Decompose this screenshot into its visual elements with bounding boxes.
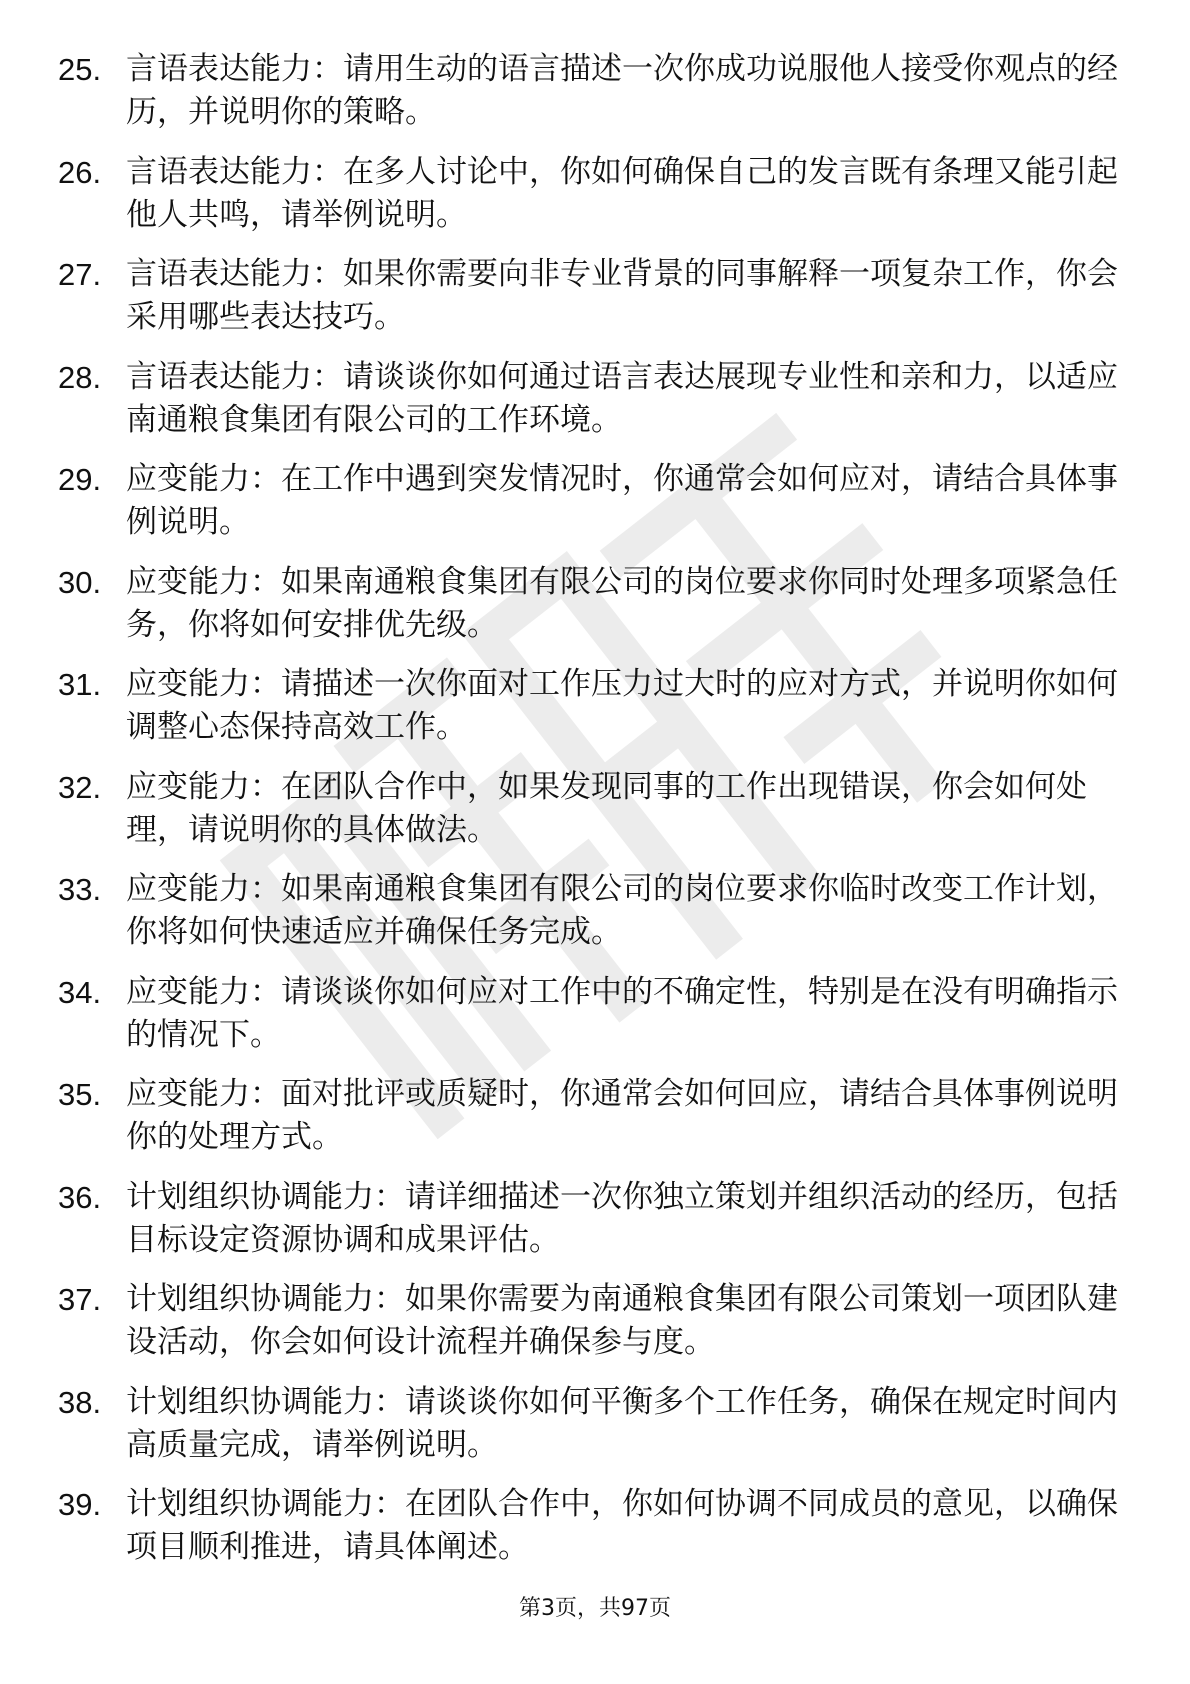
question-item — [58, 1278, 1120, 1364]
question-number: 26. — [58, 154, 102, 190]
question-text: 应变能力：请谈谈你如何应对工作中的不确定性，特别是在没有明确指示的情况下。 — [126, 973, 1118, 1053]
question-text: 应变能力：在团队合作中，如果发现同事的工作出现错误，你会如何处理，请说明你的具体做法。 — [126, 768, 1087, 848]
question-number: 29. — [58, 462, 102, 497]
question-item — [58, 868, 1120, 954]
question-text: 应变能力：如果南通粮食集团有限公司的岗位要求你同时处理多项紧急任务，你将如何安排优先级。 — [126, 563, 1118, 643]
question-item — [58, 356, 1120, 442]
question-number: 28. — [58, 359, 102, 395]
question-item — [58, 151, 1120, 237]
question-item — [58, 1483, 1120, 1569]
question-text: 计划组织协调能力：在团队合作中，你如何协调不同成员的意见，以确保项目顺利推进，请具体阐述。 — [126, 1486, 1118, 1565]
question-number: 33. — [58, 872, 102, 907]
question-number: 30. — [58, 564, 102, 600]
question-text: 言语表达能力：请用生动的语言描述一次你成功说服他人接受你观点的经历，并说明你的策略。 — [126, 51, 1118, 130]
question-number: 31. — [58, 667, 102, 702]
page-number-footer: 第3页，共97页 — [519, 1596, 671, 1621]
question-item — [58, 253, 1120, 339]
question-item — [58, 458, 1120, 544]
question-text: 言语表达能力：如果你需要向非专业背景的同事解释一项复杂工作，你会采用哪些表达技巧。 — [126, 256, 1118, 335]
question-text: 言语表达能力：在多人讨论中，你如何确保自己的发言既有条理又能引起他人共鸣，请举例说明。 — [126, 153, 1118, 233]
question-item — [58, 1381, 1120, 1467]
question-item — [58, 1176, 1120, 1262]
question-number: 36. — [58, 1179, 102, 1215]
question-number: 25. — [58, 52, 102, 87]
question-item — [58, 1073, 1120, 1159]
question-list — [58, 48, 1120, 1586]
question-item — [58, 971, 1120, 1057]
question-number: 37. — [58, 1282, 102, 1317]
question-text: 计划组织协调能力：请详细描述一次你独立策划并组织活动的经历，包括目标设定资源协调和成果评估。 — [126, 1178, 1118, 1258]
question-number: 39. — [58, 1487, 102, 1522]
question-item — [58, 663, 1120, 749]
question-text: 应变能力：面对批评或质疑时，你通常会如何回应，请结合具体事例说明你的处理方式。 — [126, 1076, 1118, 1155]
question-text: 应变能力：如果南通粮食集团有限公司的岗位要求你临时改变工作计划，你将如何快速适应并确保任务完成。 — [126, 871, 1118, 950]
question-text: 应变能力：在工作中遇到突发情况时，你通常会如何应对，请结合具体事例说明。 — [126, 461, 1118, 540]
question-number: 34. — [58, 974, 102, 1010]
question-number: 32. — [58, 769, 102, 805]
question-text: 计划组织协调能力：请谈谈你如何平衡多个工作任务，确保在规定时间内高质量完成，请举例说明。 — [126, 1383, 1118, 1463]
question-number: 35. — [58, 1077, 102, 1112]
question-number: 27. — [58, 257, 102, 292]
question-text: 应变能力：请描述一次你面对工作压力过大时的应对方式，并说明你如何调整心态保持高效工作。 — [126, 666, 1118, 745]
question-item — [58, 561, 1120, 647]
question-number: 38. — [58, 1384, 102, 1420]
question-text: 言语表达能力：请谈谈你如何通过语言表达展现专业性和亲和力，以适应南通粮食集团有限公司的工作环境。 — [126, 358, 1118, 438]
question-item — [58, 766, 1120, 852]
question-item — [58, 48, 1120, 134]
question-text: 计划组织协调能力：如果你需要为南通粮食集团有限公司策划一项团队建设活动，你会如何设计流程并确保参与度。 — [126, 1281, 1118, 1360]
